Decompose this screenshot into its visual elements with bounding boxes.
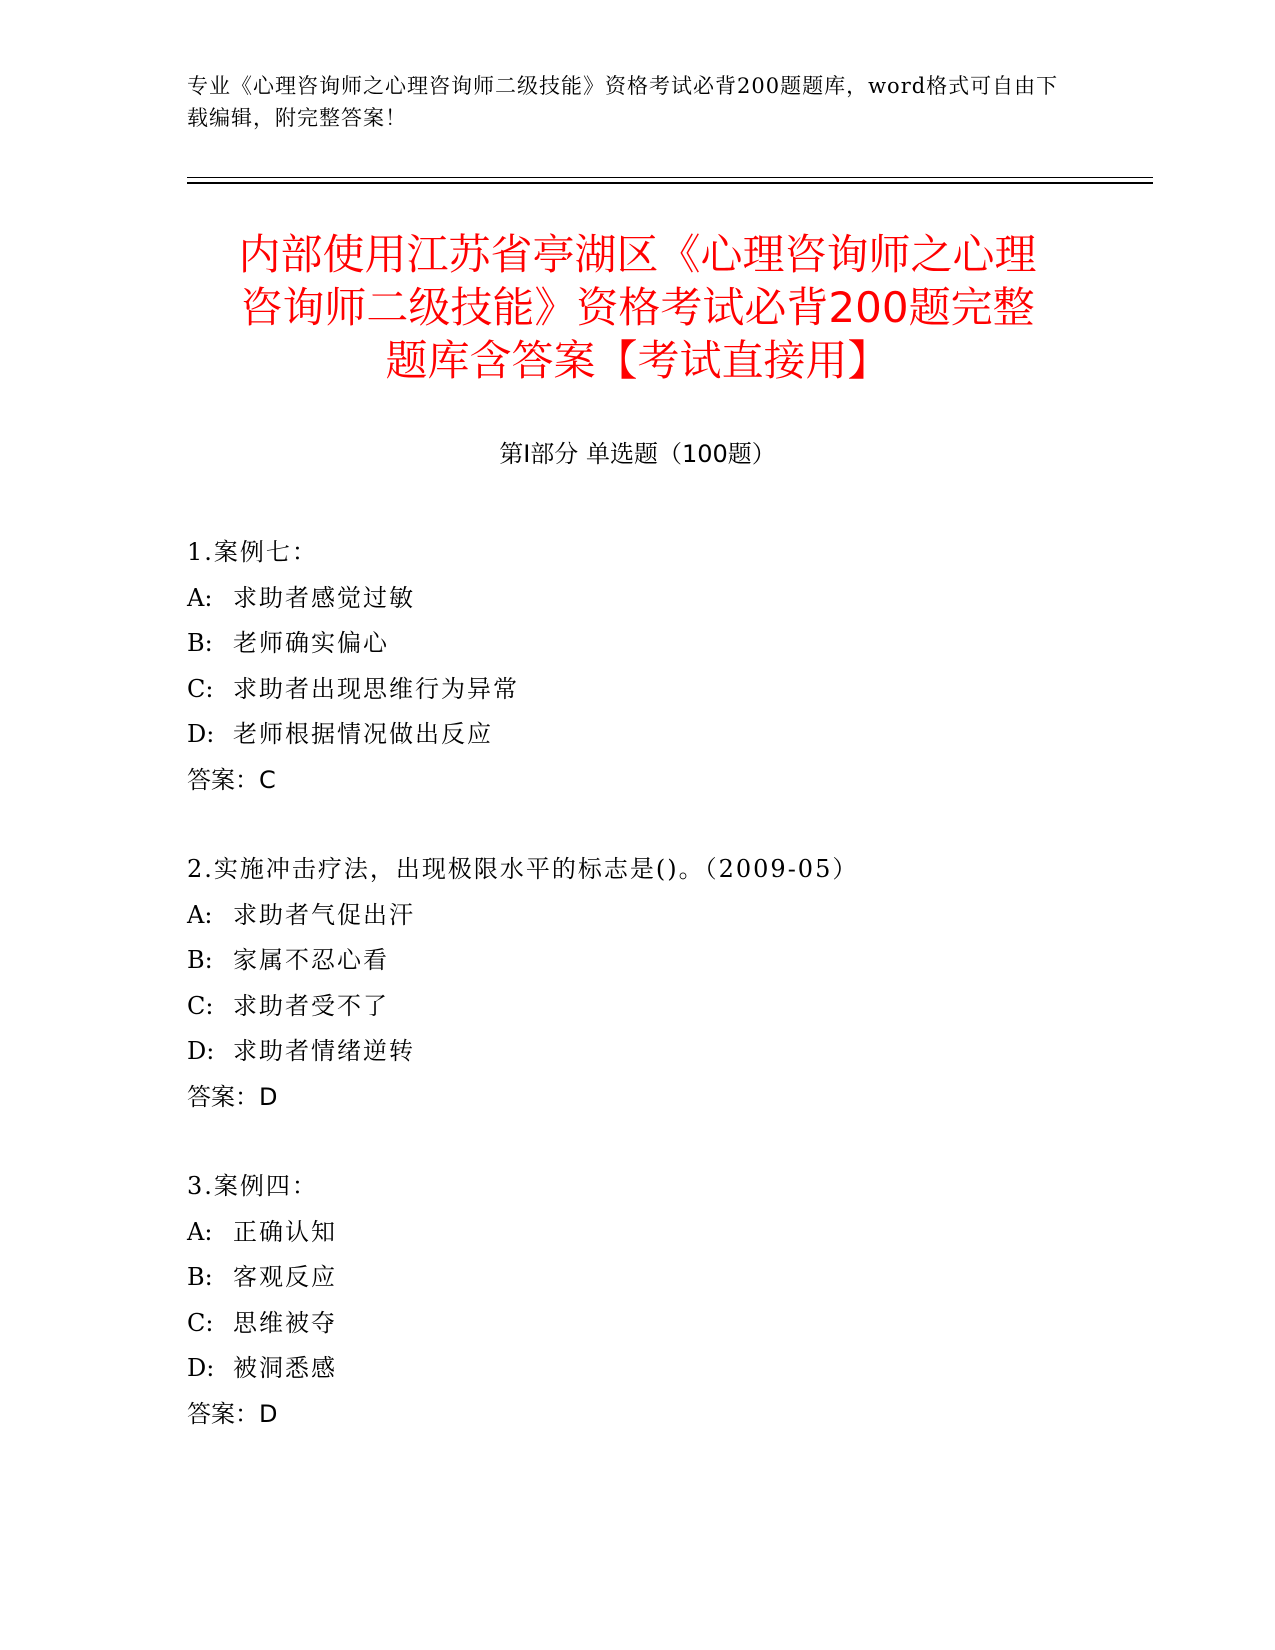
question-1 (187, 530, 1087, 803)
section-heading: 第Ⅰ部分 单选题（100题） (499, 440, 776, 468)
question-stem: 3.案例四： (187, 1172, 318, 1200)
option-d (187, 712, 1087, 758)
option-c (187, 1301, 1087, 1347)
option-d (187, 1346, 1087, 1392)
option-key: D: (187, 1037, 215, 1065)
option-text: 正确认知 (233, 1217, 337, 1246)
option-text: 求助者感觉过敏 (233, 583, 415, 612)
question-2 (187, 847, 1087, 1120)
option-b (187, 938, 1087, 984)
option-key: B: (187, 1263, 213, 1291)
question-list (187, 530, 1087, 1481)
header-divider-thick (187, 182, 1153, 184)
option-text: 家属不忍心看 (233, 946, 389, 974)
option-key: A: (187, 1217, 213, 1246)
document-title (150, 228, 1125, 387)
header-note: 专业《心理咨询师之心理咨询师二级技能》资格考试必背200题题库，word格式可自由下载编辑，附完整答案！ (187, 74, 1059, 130)
option-text: 老师确实偏心 (233, 629, 389, 657)
answer-line: 答案：D (187, 1399, 278, 1428)
option-key: B: (187, 629, 213, 657)
option-b (187, 621, 1087, 667)
option-key: C: (187, 1308, 214, 1337)
option-a (187, 576, 1087, 622)
option-c (187, 667, 1087, 713)
option-key: A: (187, 583, 213, 612)
header-divider-thin (187, 177, 1153, 178)
option-text: 老师根据情况做出反应 (233, 720, 493, 748)
option-key: B: (187, 946, 213, 974)
answer-line: 答案：C (187, 765, 276, 794)
option-text: 求助者气促出汗 (233, 900, 415, 929)
question-stem: 1.案例七： (187, 538, 318, 566)
option-d (187, 1029, 1087, 1075)
option-a (187, 1210, 1087, 1256)
title-line: 题库含答案【考试直接用】 (385, 336, 890, 385)
option-text: 求助者情绪逆转 (233, 1037, 415, 1065)
option-c (187, 984, 1087, 1030)
answer-line: 答案：D (187, 1082, 278, 1111)
option-key: C: (187, 674, 214, 703)
option-text: 求助者受不了 (233, 991, 389, 1020)
option-key: D: (187, 1354, 215, 1382)
title-line: 内部使用江苏省亭湖区《心理咨询师之心理 (238, 230, 1037, 279)
option-a (187, 893, 1087, 939)
option-key: A: (187, 900, 213, 929)
title-line: 咨询师二级技能》资格考试必背200题完整 (240, 283, 1035, 332)
option-key: D: (187, 720, 215, 748)
option-b (187, 1255, 1087, 1301)
option-text: 求助者出现思维行为异常 (233, 674, 519, 703)
question-3 (187, 1164, 1087, 1437)
option-text: 客观反应 (233, 1263, 337, 1291)
question-stem: 2.实施冲击疗法，出现极限水平的标志是()。（2009-05） (187, 855, 859, 883)
option-text: 思维被夺 (233, 1308, 337, 1337)
option-text: 被洞悉感 (233, 1354, 337, 1382)
option-key: C: (187, 991, 214, 1020)
